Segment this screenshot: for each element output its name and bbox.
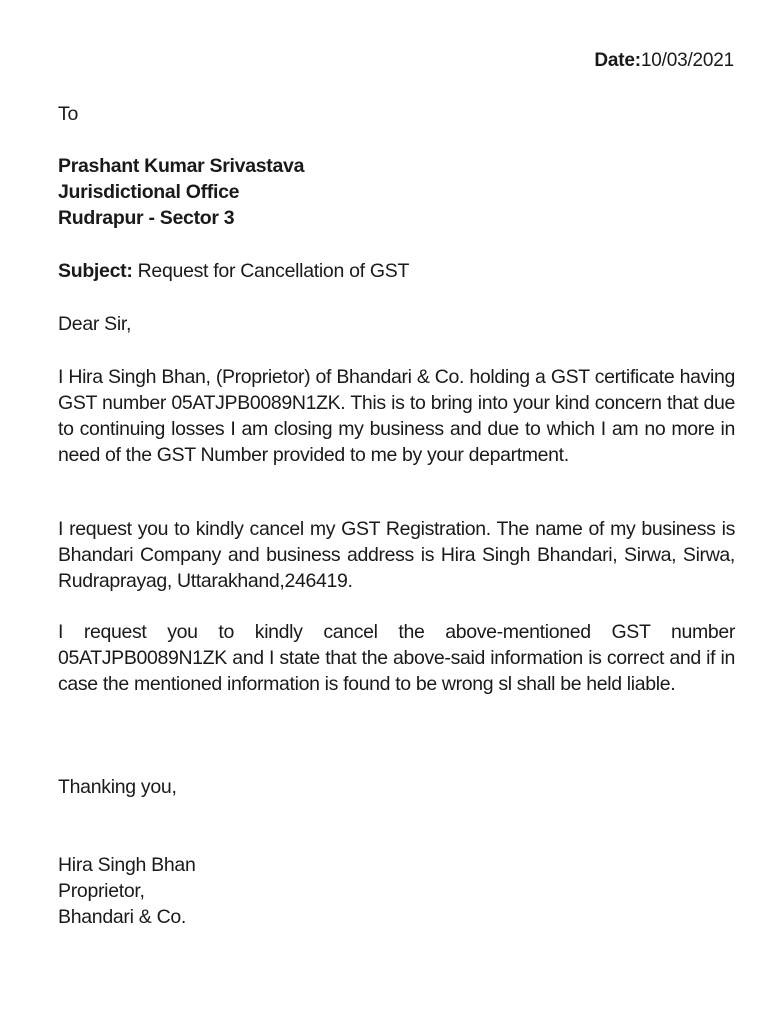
subject-label: Subject: bbox=[58, 260, 133, 282]
subject-line bbox=[58, 258, 735, 284]
signatory-title: Proprietor, bbox=[58, 880, 145, 902]
recipient-address bbox=[58, 153, 735, 231]
signatory-company: Bhandari & Co. bbox=[58, 906, 187, 928]
body-paragraph-3: I request you to kindly cancel the above-mentioned GST number 05ATJPB0089N1ZK and I state that the above-said information is correct and if in case the mentioned information is found to be wrong sl shall be held liable. bbox=[58, 621, 735, 695]
recipient-office: Jurisdictional Office bbox=[58, 181, 240, 203]
date-label: Date: bbox=[594, 50, 641, 71]
recipient-location: Rudrapur - Sector 3 bbox=[58, 207, 235, 229]
salutation: Dear Sir, bbox=[58, 313, 132, 335]
body-paragraph-2: I request you to kindly cancel my GST Registration. The name of my business is Bhandari Company and business address is Hira Singh Bhandari, Sirwa, Sirwa, Rudraprayag, Uttarakhand,246419. bbox=[58, 518, 735, 592]
body-paragraph-1: I Hira Singh Bhan, (Proprietor) of Bhandari & Co. holding a GST certificate having GST number 05ATJPB0089N1ZK. This is to bring into your kind concern that due to continuing losses I am closing my business and due to which I am no more in need of the GST Number provided to me by your department. bbox=[58, 366, 735, 466]
closing-line: Thanking you, bbox=[58, 776, 177, 798]
recipient-name: Prashant Kumar Srivastava bbox=[58, 155, 305, 177]
subject-text: Request for Cancellation of GST bbox=[132, 260, 410, 282]
letter-date bbox=[594, 50, 734, 72]
date-value: 10/03/2021 bbox=[640, 50, 734, 71]
to-line: To bbox=[58, 103, 78, 125]
signatory-name: Hira Singh Bhan bbox=[58, 854, 196, 876]
signature-block bbox=[58, 852, 735, 930]
